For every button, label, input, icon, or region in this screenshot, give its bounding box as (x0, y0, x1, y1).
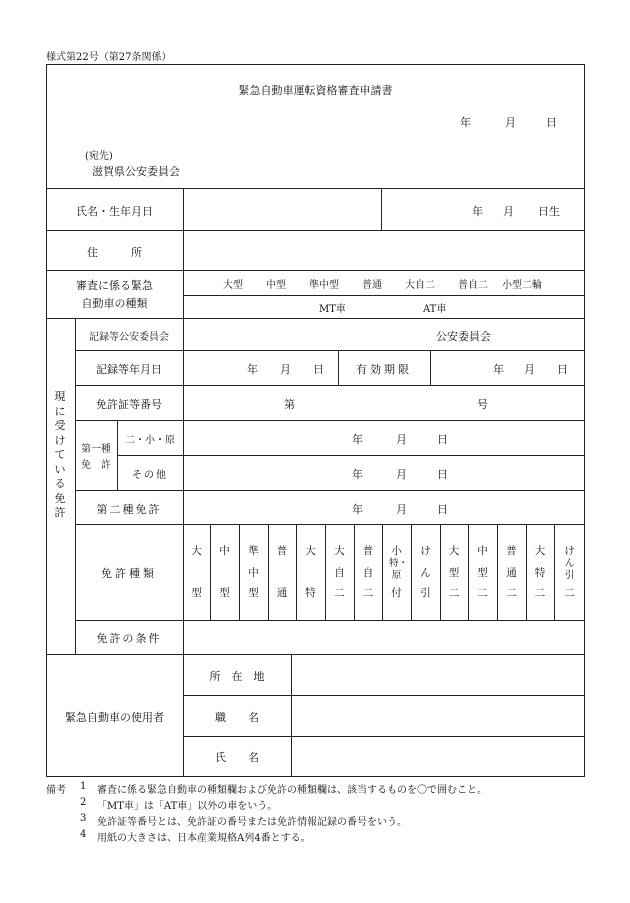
birth-month: 月 (503, 205, 514, 218)
vehicle-type-large-motorcycle: 大自二 (405, 280, 435, 291)
license-kind-char: 二 (334, 587, 345, 599)
divider (75, 385, 585, 386)
note-text: 免許証等番号とは、免許証の番号または免許情報記録の番号をいう。 (97, 817, 407, 828)
name-birth-label: 氏名・生年月日 (76, 205, 153, 218)
note-text: 「MT車」は「AT車」以外の車をいう。 (97, 801, 278, 812)
divider (183, 736, 585, 737)
license-kind-char: け (420, 545, 431, 557)
license-kind-char: 中 (248, 567, 259, 579)
vehicle-label-2: 自動車の種類 (81, 297, 148, 310)
user-position-label: 職 名 (215, 711, 259, 724)
date-month: 月 (505, 116, 516, 129)
class1-other-day: 日 (437, 468, 448, 481)
user-name-label: 氏 名 (215, 751, 259, 764)
license-kind-cell (268, 524, 296, 620)
class1-label-1: 第一種 (81, 444, 111, 455)
license-kind-char: 普 (506, 545, 517, 557)
license-kind-char: 特 (305, 587, 316, 599)
license-kind-cell (497, 524, 526, 620)
class2-year: 年 (352, 503, 363, 516)
license-kind-char: 自 (362, 567, 374, 579)
divider (183, 295, 585, 296)
license-kind-char: 二 (534, 587, 546, 599)
emergency-vehicle-user-label: 緊急自動車の使用者 (65, 711, 164, 724)
addressee-name: 滋賀県公安委員会 (92, 165, 180, 178)
class1-other-year: 年 (352, 468, 363, 481)
license-kind-char: 大 (191, 545, 202, 557)
license-kind-char: 二 (477, 587, 488, 599)
divider (46, 270, 585, 271)
license-kinds-label: 免許種類 (101, 567, 157, 580)
license-kind-char: 型 (248, 587, 259, 599)
record-commission-label: 記録等公安委員会 (89, 332, 169, 343)
license-kind-char: 大 (305, 545, 316, 557)
license-kind-char: 引 (420, 587, 431, 599)
license-kind-cell (382, 524, 411, 620)
note-number: 4 (80, 829, 87, 840)
record-date-label: 記録等年月日 (96, 363, 162, 376)
license-kind-char: 型 (219, 587, 230, 599)
notes-heading: 備考 (46, 785, 66, 796)
license-number-prefix: 第 (284, 398, 295, 411)
license-kind-char: 二 (362, 587, 374, 599)
vehicle-label-1: 審査に係る緊急 (76, 279, 153, 292)
divider (117, 455, 585, 456)
divider (75, 490, 585, 491)
class2-month: 月 (396, 503, 407, 516)
validity-year: 年 (493, 363, 504, 376)
license-kind-char: 小 (391, 545, 402, 557)
divider (46, 188, 585, 189)
validity-label: 有効期限 (356, 363, 412, 376)
vehicle-type-ordinary-motorcycle: 普自二 (458, 280, 488, 291)
license-kind-cell (468, 524, 497, 620)
license-kind-char: 付 (391, 587, 402, 599)
vehicle-type-medium: 中型 (266, 280, 286, 291)
form-title: 緊急自動車運転資格審査申請書 (238, 84, 393, 97)
license-kind-cell (183, 524, 210, 620)
license-kind-cell (325, 524, 354, 620)
class1-small-day: 日 (437, 433, 448, 446)
divider (46, 654, 585, 655)
license-kind-char: 自 (334, 567, 345, 579)
record-commission-suffix: 公安委員会 (436, 330, 491, 343)
license-kind-char: 通 (276, 587, 288, 599)
license-conditions-label: 免許の条件 (96, 632, 162, 645)
class2-day: 日 (437, 503, 448, 516)
validity-month: 月 (524, 363, 535, 376)
divider (75, 350, 585, 351)
license-kind-char: 二 (448, 587, 460, 599)
vehicle-type-small-motorcycle: 小型二輪 (502, 280, 542, 291)
license-kind-char: 中 (477, 545, 488, 557)
license-kind-cell (554, 524, 585, 620)
license-kind-char: ん引 (564, 558, 575, 581)
license-kind-char: 型 (477, 567, 488, 579)
birth-year: 年 (472, 205, 483, 218)
license-kind-cell (411, 524, 440, 620)
divider (183, 695, 585, 696)
vehicle-type-semi-medium: 準中型 (309, 280, 339, 291)
address-label: 住 所 (87, 246, 142, 259)
license-kind-char: 二 (564, 587, 575, 599)
column-line (430, 350, 431, 385)
license-kind-char: 特・原 (389, 558, 409, 581)
note-text: 審査に係る緊急自動車の種類欄および免許の種類欄は、該当するものを〇で囲むこと。 (97, 785, 487, 796)
license-kind-char: 大 (448, 545, 460, 557)
column-line (291, 654, 292, 777)
column-line (183, 188, 184, 777)
license-kind-char: 普 (276, 545, 288, 557)
license-kind-char: 型 (191, 587, 202, 599)
at-label: AT車 (423, 304, 447, 315)
note-number: 3 (80, 813, 87, 824)
class1-other-label: その他 (132, 470, 168, 481)
license-kind-char: 中 (219, 545, 230, 557)
license-kind-char: 型 (448, 567, 460, 579)
license-kind-char: け (564, 545, 575, 557)
class1-small-month: 月 (396, 433, 407, 446)
class1-small-label: 二・小・原 (125, 435, 175, 446)
class1-other-month: 月 (396, 468, 407, 481)
divider (75, 420, 585, 421)
license-number-suffix: 号 (477, 398, 488, 411)
date-year: 年 (460, 116, 471, 129)
vehicle-type-ordinary: 普通 (362, 280, 382, 291)
class1-label-2: 免 許 (81, 460, 111, 471)
validity-day: 日 (557, 363, 568, 376)
license-kind-cell (526, 524, 554, 620)
license-kind-char: 二 (506, 587, 517, 599)
class1-small-year: 年 (352, 433, 363, 446)
license-kind-char: ん (420, 567, 431, 579)
column-line (381, 188, 382, 230)
note-number: 1 (80, 781, 87, 792)
license-kind-cell (239, 524, 268, 620)
license-kind-char: 通 (506, 567, 517, 579)
date-day: 日 (546, 116, 557, 129)
license-kind-char: 普 (362, 545, 374, 557)
current-license-side-label: 現 に 受 け て い る 免 許 (54, 390, 66, 519)
license-kind-char: 準 (248, 545, 259, 557)
license-kind-cell (210, 524, 239, 620)
record-month: 月 (280, 363, 291, 376)
license-kind-char: 大 (334, 545, 345, 557)
license-number-label: 免許証等番号 (96, 398, 162, 411)
addressee-prefix: (宛先) (85, 151, 113, 162)
license-kind-char: 大 (534, 545, 546, 557)
record-day: 日 (313, 363, 324, 376)
license-kind-cell (296, 524, 325, 620)
class2-label: 第二種免許 (96, 503, 162, 516)
mt-label: MT車 (319, 304, 346, 315)
note-number: 2 (80, 797, 87, 808)
birth-day: 日生 (538, 205, 560, 218)
user-location-label: 所 在 地 (209, 670, 265, 683)
license-kind-cell (354, 524, 382, 620)
license-kind-cell (440, 524, 468, 620)
license-kind-char: 特 (534, 567, 546, 579)
note-text: 用紙の大きさは、日本産業規格A列4番とする。 (97, 833, 311, 844)
divider (75, 620, 585, 621)
divider (46, 318, 585, 319)
divider (46, 230, 585, 231)
form-label: 様式第22号（第27条関係） (46, 52, 172, 63)
vehicle-type-large: 大型 (223, 280, 243, 291)
record-year: 年 (247, 363, 258, 376)
